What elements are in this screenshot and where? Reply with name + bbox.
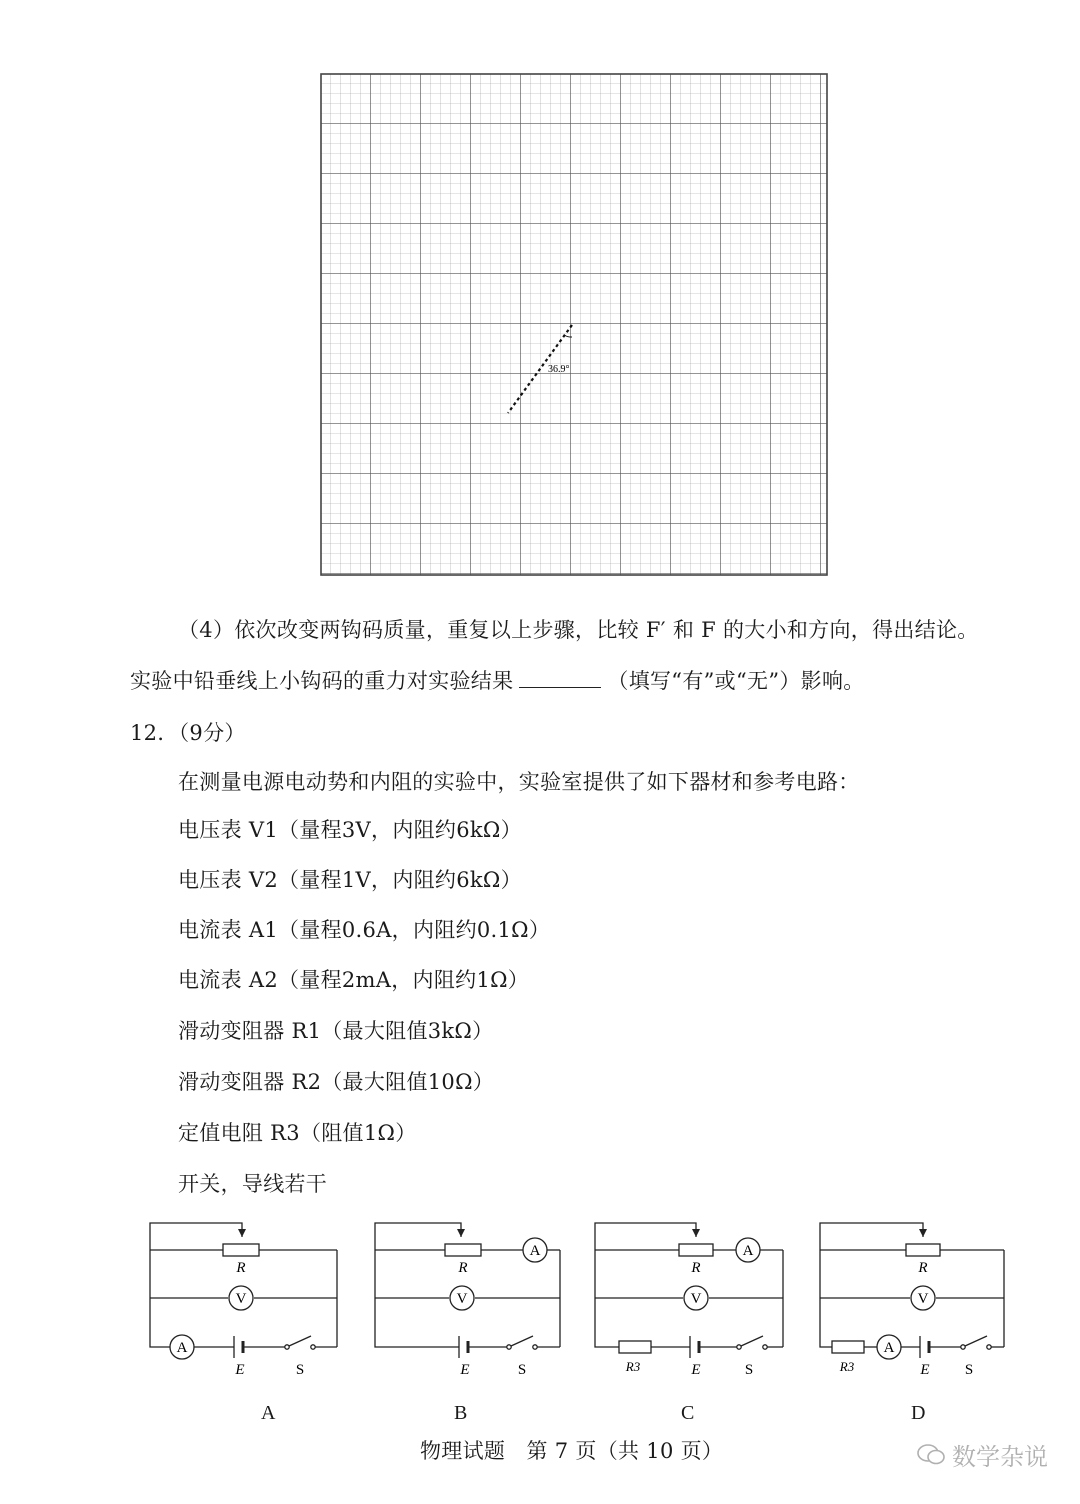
circuit-caption-c: C: [681, 1402, 695, 1424]
step4-line2-after: （填写“有”或“无”）影响。: [607, 669, 865, 693]
step4-line1: （4）依次改变两钩码质量，重复以上步骤，比较 F′ 和 F 的大小和方向，得出结论。: [178, 618, 979, 642]
equipment-item: 电流表 A2（量程2mA，内阻约1Ω）: [178, 968, 530, 992]
circuit-caption-a: A: [261, 1402, 276, 1424]
watermark-text: 数学杂说: [952, 1443, 1048, 1471]
answer-blank[interactable]: [519, 669, 601, 688]
switch-label: S: [964, 1362, 974, 1378]
equipment-item: 定值电阻 R3（阻值1Ω）: [178, 1121, 417, 1145]
voltmeter-label: V: [917, 1291, 929, 1307]
graph-paper: [320, 73, 828, 576]
chat-bubble-icon: [916, 1442, 946, 1468]
step4-line2-before: 实验中铅垂线上小钩码的重力对实验结果: [130, 669, 514, 693]
emf-label: E: [691, 1362, 701, 1378]
rheostat-label: R: [236, 1260, 246, 1276]
equipment-item: 电压表 V2（量程1V，内阻约6kΩ）: [178, 868, 522, 892]
circuit-c: [585, 1215, 795, 1390]
page-footer: 物理试题 第 7 页（共 10 页）: [420, 1439, 724, 1463]
switch-label: S: [517, 1362, 527, 1378]
step4-line2: [130, 669, 865, 694]
resistor-label: R3: [839, 1359, 855, 1374]
equipment-item: 滑动变阻器 R2（最大阻值10Ω）: [178, 1070, 495, 1094]
equipment-item: 开关，导线若干: [178, 1172, 328, 1196]
watermark: [916, 1437, 1048, 1472]
circuit-caption-d: D: [911, 1402, 926, 1424]
angle-label: 36.9°: [548, 364, 570, 375]
q12-number: 12．（9分）: [130, 721, 246, 745]
resistor-label: R3: [625, 1359, 641, 1374]
ammeter-label: A: [742, 1243, 754, 1259]
emf-label: E: [460, 1362, 470, 1378]
circuit-b: [365, 1215, 575, 1390]
rheostat-label: R: [918, 1260, 928, 1276]
equipment-item: 滑动变阻器 R1（最大阻值3kΩ）: [178, 1019, 494, 1043]
circuit-a: [140, 1215, 350, 1390]
voltmeter-label: V: [235, 1291, 247, 1307]
equipment-item: 电流表 A1（量程0.6A，内阻约0.1Ω）: [178, 918, 551, 942]
switch-label: S: [744, 1362, 754, 1378]
circuit-caption-b: B: [454, 1402, 468, 1424]
ammeter-label: A: [176, 1340, 188, 1356]
rheostat-label: R: [458, 1260, 468, 1276]
switch-label: S: [295, 1362, 305, 1378]
emf-label: E: [235, 1362, 245, 1378]
ammeter-label: A: [529, 1243, 541, 1259]
ammeter-label: A: [883, 1340, 895, 1356]
equipment-item: 电压表 V1（量程3V，内阻约6kΩ）: [178, 818, 522, 842]
emf-label: E: [920, 1362, 930, 1378]
rheostat-label: R: [691, 1260, 701, 1276]
q12-intro: 在测量电源电动势和内阻的实验中，实验室提供了如下器材和参考电路：: [178, 770, 860, 794]
voltmeter-label: V: [456, 1291, 468, 1307]
voltmeter-label: V: [690, 1291, 702, 1307]
circuit-d: [810, 1215, 1020, 1390]
